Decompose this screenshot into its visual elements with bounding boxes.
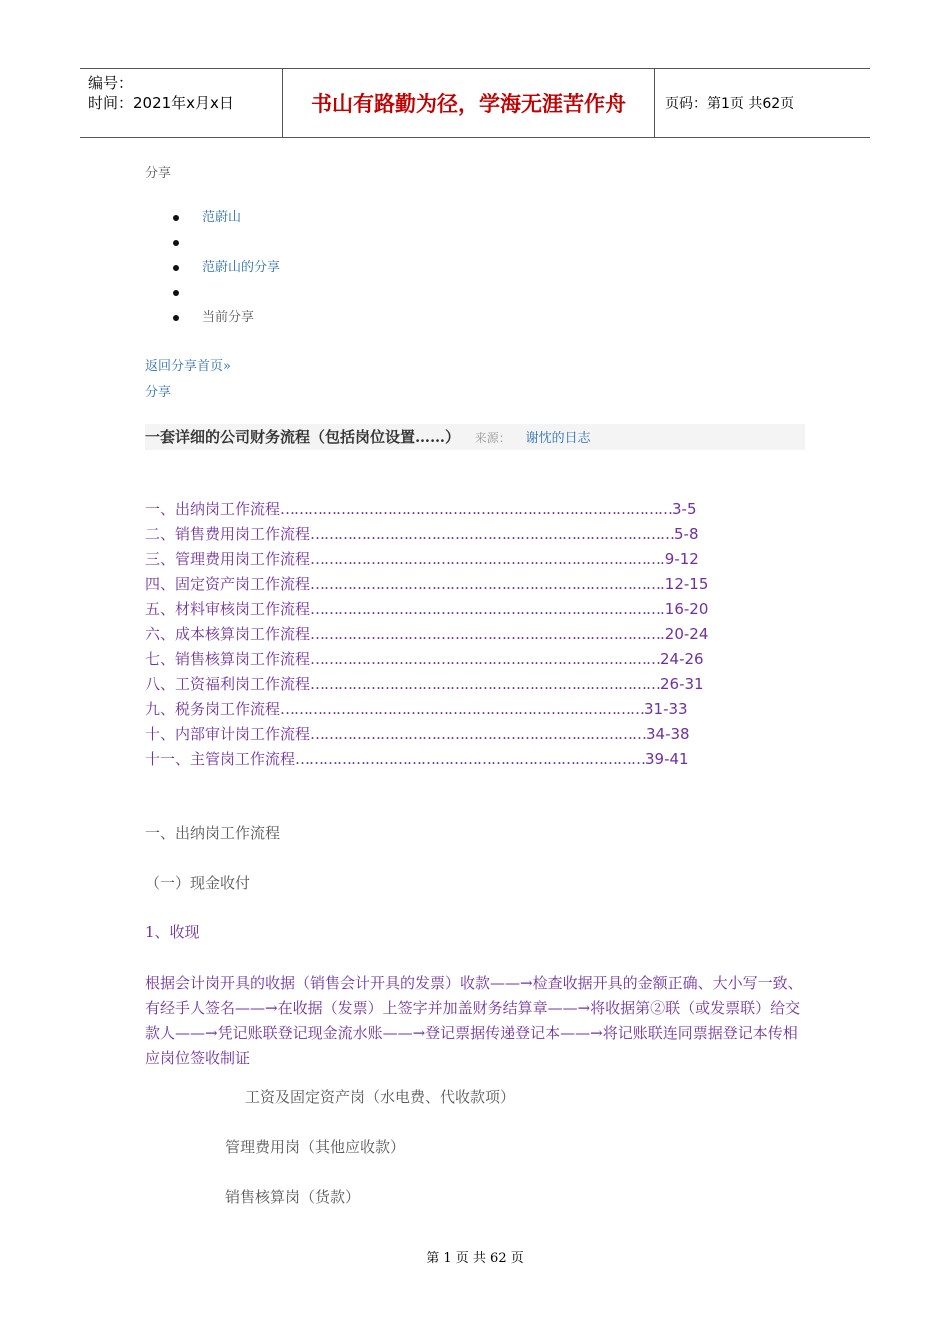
nav-item-label[interactable]: 范蔚山的分享 — [202, 260, 281, 275]
toc-item[interactable]: 一、出纳岗工作流程…………………………………………………………………………3-5 — [145, 500, 697, 518]
nav-item-user-share[interactable] — [145, 255, 280, 280]
page-footer: 第 1 页 共 62 页 — [426, 1251, 524, 1266]
post-sales-accounting: 销售核算岗（货款） — [225, 1188, 361, 1206]
nav-item-label[interactable]: 范蔚山 — [202, 210, 242, 225]
share-nav-list — [145, 205, 280, 330]
header-page-info: 页码：第1页 共62页 — [665, 96, 795, 112]
table-of-contents — [145, 497, 708, 772]
article-title: 一套详细的公司财务流程（包括岗位设置……） — [145, 428, 461, 446]
page-header — [80, 68, 870, 138]
toc-item[interactable]: 八、工资福利岗工作流程…………………………………………………………………26-31 — [145, 675, 704, 693]
share-link[interactable]: 分享 — [145, 385, 172, 400]
toc-item[interactable]: 九、税务岗工作流程……………………………………………………………………31-33 — [145, 700, 688, 718]
nav-item-current-share — [145, 305, 280, 330]
subsection-title: （一）现金收付 — [145, 874, 251, 892]
post-admin-expense: 管理费用岗（其他应收款） — [225, 1138, 406, 1156]
process-paragraph: 根据会计岗开具的收据（销售会计开具的发票）收款——→检查收据开具的金额正确、大小写一致、有经手人签名——→在收据（发票）上签字并加盖财务结算章——→将收据第②联（或发票联）给交款人——→凭记账联登记现金流水账——→登记票据传递登记本——→将记账联连同票据登记本传相应岗位签收制证 — [145, 974, 803, 1067]
toc-item[interactable]: 五、材料审核岗工作流程………………………………………………………………….16-20 — [145, 600, 709, 618]
document-time-label: 时间：2021年x月x日 — [88, 94, 234, 112]
item-title: 1、收现 — [145, 923, 200, 941]
document-number-label: 编号： — [88, 74, 134, 92]
toc-item[interactable]: 二、销售费用岗工作流程……………………………………………………………………5-8 — [145, 525, 699, 543]
toc-item[interactable]: 十一、主管岗工作流程…………………………………………………………………39-41 — [145, 750, 689, 768]
nav-item-label: 当前分享 — [202, 310, 255, 325]
toc-item[interactable]: 七、销售核算岗工作流程…………………………………………………………………24-26 — [145, 650, 704, 668]
nav-item-user[interactable] — [145, 205, 280, 230]
article-title-bar — [145, 424, 805, 450]
nav-item-separator — [145, 230, 280, 255]
source-label: 来源： — [474, 431, 511, 445]
share-heading: 分享 — [145, 166, 172, 181]
toc-item[interactable]: 十、内部审计岗工作流程………………………………………………………………34-38 — [145, 725, 690, 743]
toc-item[interactable]: 六、成本核算岗工作流程………………………………………………………………….20-24 — [145, 625, 709, 643]
post-wages-fixed-assets: 工资及固定资产岗（水电费、代收款项） — [245, 1088, 516, 1106]
nav-item-separator — [145, 280, 280, 305]
source-link[interactable]: 谢忱的日志 — [525, 431, 591, 446]
toc-item[interactable]: 四、固定资产岗工作流程………………………………………………………………….12-15 — [145, 575, 709, 593]
toc-item[interactable]: 三、管理费用岗工作流程………………………………………………………………….9-12 — [145, 550, 699, 568]
header-left — [80, 69, 282, 137]
section-title: 一、出纳岗工作流程 — [145, 824, 281, 842]
back-to-share-home-link[interactable]: 返回分享首页» — [145, 359, 231, 374]
header-motto: 书山有路勤为径，学海无涯苦作舟 — [282, 69, 655, 137]
